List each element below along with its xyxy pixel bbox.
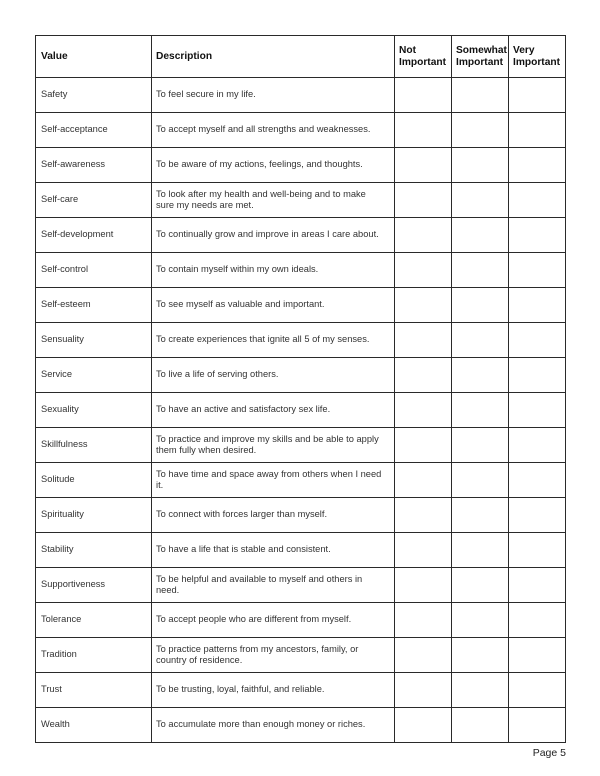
value-cell: Sexuality — [36, 393, 152, 428]
rating-cell-not-important[interactable] — [395, 148, 452, 183]
rating-cell-very-important[interactable] — [509, 568, 566, 603]
description-cell: To feel secure in my life. — [152, 78, 395, 113]
values-table — [35, 35, 566, 743]
rating-cell-somewhat-important[interactable] — [452, 323, 509, 358]
table-row — [36, 358, 566, 393]
rating-cell-very-important[interactable] — [509, 393, 566, 428]
description-cell: To be trusting, loyal, faithful, and reliable. — [152, 673, 395, 708]
table-row — [36, 253, 566, 288]
table-body — [36, 78, 566, 743]
header-description: Description — [152, 36, 395, 78]
rating-cell-not-important[interactable] — [395, 78, 452, 113]
rating-cell-somewhat-important[interactable] — [452, 288, 509, 323]
header-somewhat-important: Somewhat Important — [452, 36, 509, 78]
description-cell: To look after my health and well-being and to make sure my needs are met. — [152, 183, 395, 218]
value-cell: Skillfulness — [36, 428, 152, 463]
rating-cell-somewhat-important[interactable] — [452, 498, 509, 533]
value-cell: Self-acceptance — [36, 113, 152, 148]
value-cell: Tradition — [36, 638, 152, 673]
table-row — [36, 218, 566, 253]
rating-cell-somewhat-important[interactable] — [452, 568, 509, 603]
rating-cell-very-important[interactable] — [509, 148, 566, 183]
table-row — [36, 428, 566, 463]
value-cell: Self-care — [36, 183, 152, 218]
rating-cell-very-important[interactable] — [509, 603, 566, 638]
rating-cell-somewhat-important[interactable] — [452, 428, 509, 463]
table-row — [36, 673, 566, 708]
description-cell: To live a life of serving others. — [152, 358, 395, 393]
description-cell: To be helpful and available to myself and others in need. — [152, 568, 395, 603]
rating-cell-not-important[interactable] — [395, 393, 452, 428]
rating-cell-not-important[interactable] — [395, 253, 452, 288]
header-not-important: Not Important — [395, 36, 452, 78]
rating-cell-not-important[interactable] — [395, 568, 452, 603]
rating-cell-somewhat-important[interactable] — [452, 638, 509, 673]
rating-cell-not-important[interactable] — [395, 358, 452, 393]
table-row — [36, 463, 566, 498]
table-row — [36, 183, 566, 218]
rating-cell-not-important[interactable] — [395, 533, 452, 568]
table-row — [36, 638, 566, 673]
page-number: Page 5 — [532, 747, 566, 759]
description-cell: To continually grow and improve in areas I care about. — [152, 218, 395, 253]
rating-cell-somewhat-important[interactable] — [452, 358, 509, 393]
table-row — [36, 323, 566, 358]
rating-cell-somewhat-important[interactable] — [452, 673, 509, 708]
value-cell: Stability — [36, 533, 152, 568]
table-row — [36, 498, 566, 533]
table-row — [36, 708, 566, 743]
description-cell: To accumulate more than enough money or riches. — [152, 708, 395, 743]
rating-cell-not-important[interactable] — [395, 603, 452, 638]
rating-cell-very-important[interactable] — [509, 708, 566, 743]
value-cell: Supportiveness — [36, 568, 152, 603]
value-cell: Spirituality — [36, 498, 152, 533]
description-cell: To have an active and satisfactory sex life. — [152, 393, 395, 428]
description-cell: To practice patterns from my ancestors, family, or country of residence. — [152, 638, 395, 673]
description-cell: To accept myself and all strengths and weaknesses. — [152, 113, 395, 148]
table-row — [36, 568, 566, 603]
value-cell: Self-control — [36, 253, 152, 288]
table-row — [36, 148, 566, 183]
description-cell: To create experiences that ignite all 5 of my senses. — [152, 323, 395, 358]
rating-cell-somewhat-important[interactable] — [452, 393, 509, 428]
rating-cell-not-important[interactable] — [395, 708, 452, 743]
value-cell: Solitude — [36, 463, 152, 498]
rating-cell-somewhat-important[interactable] — [452, 183, 509, 218]
rating-cell-very-important[interactable] — [509, 428, 566, 463]
value-cell: Self-development — [36, 218, 152, 253]
rating-cell-very-important[interactable] — [509, 113, 566, 148]
rating-cell-not-important[interactable] — [395, 428, 452, 463]
rating-cell-very-important[interactable] — [509, 638, 566, 673]
description-cell: To have time and space away from others when I need it. — [152, 463, 395, 498]
rating-cell-very-important[interactable] — [509, 533, 566, 568]
rating-cell-not-important[interactable] — [395, 673, 452, 708]
rating-cell-not-important[interactable] — [395, 218, 452, 253]
rating-cell-not-important[interactable] — [395, 498, 452, 533]
value-cell: Safety — [36, 78, 152, 113]
value-cell: Self-esteem — [36, 288, 152, 323]
rating-cell-not-important[interactable] — [395, 463, 452, 498]
rating-cell-somewhat-important[interactable] — [452, 113, 509, 148]
header-very-important: Very Important — [509, 36, 566, 78]
rating-cell-somewhat-important[interactable] — [452, 78, 509, 113]
table-row — [36, 393, 566, 428]
rating-cell-not-important[interactable] — [395, 183, 452, 218]
rating-cell-very-important[interactable] — [509, 463, 566, 498]
rating-cell-very-important[interactable] — [509, 183, 566, 218]
value-cell: Wealth — [36, 708, 152, 743]
description-cell: To accept people who are different from myself. — [152, 603, 395, 638]
description-cell: To be aware of my actions, feelings, and thoughts. — [152, 148, 395, 183]
value-cell: Tolerance — [36, 603, 152, 638]
table-header-row — [36, 36, 566, 78]
value-cell: Sensuality — [36, 323, 152, 358]
rating-cell-very-important[interactable] — [509, 218, 566, 253]
rating-cell-not-important[interactable] — [395, 323, 452, 358]
rating-cell-not-important[interactable] — [395, 638, 452, 673]
table-row — [36, 603, 566, 638]
rating-cell-very-important[interactable] — [509, 673, 566, 708]
rating-cell-somewhat-important[interactable] — [452, 533, 509, 568]
description-cell: To contain myself within my own ideals. — [152, 253, 395, 288]
table-row — [36, 533, 566, 568]
rating-cell-somewhat-important[interactable] — [452, 708, 509, 743]
description-cell: To have a life that is stable and consistent. — [152, 533, 395, 568]
rating-cell-very-important[interactable] — [509, 323, 566, 358]
rating-cell-not-important[interactable] — [395, 113, 452, 148]
value-cell: Self-awareness — [36, 148, 152, 183]
table-row — [36, 288, 566, 323]
rating-cell-somewhat-important[interactable] — [452, 218, 509, 253]
table-row — [36, 78, 566, 113]
rating-cell-very-important[interactable] — [509, 498, 566, 533]
value-cell: Trust — [36, 673, 152, 708]
header-value: Value — [36, 36, 152, 78]
table-row — [36, 113, 566, 148]
description-cell: To practice and improve my skills and be able to apply them fully when desired. — [152, 428, 395, 463]
rating-cell-very-important[interactable] — [509, 288, 566, 323]
rating-cell-somewhat-important[interactable] — [452, 463, 509, 498]
rating-cell-very-important[interactable] — [509, 253, 566, 288]
rating-cell-somewhat-important[interactable] — [452, 148, 509, 183]
rating-cell-somewhat-important[interactable] — [452, 253, 509, 288]
rating-cell-somewhat-important[interactable] — [452, 603, 509, 638]
rating-cell-very-important[interactable] — [509, 78, 566, 113]
value-cell: Service — [36, 358, 152, 393]
rating-cell-very-important[interactable] — [509, 358, 566, 393]
description-cell: To connect with forces larger than myself. — [152, 498, 395, 533]
rating-cell-not-important[interactable] — [395, 288, 452, 323]
description-cell: To see myself as valuable and important. — [152, 288, 395, 323]
